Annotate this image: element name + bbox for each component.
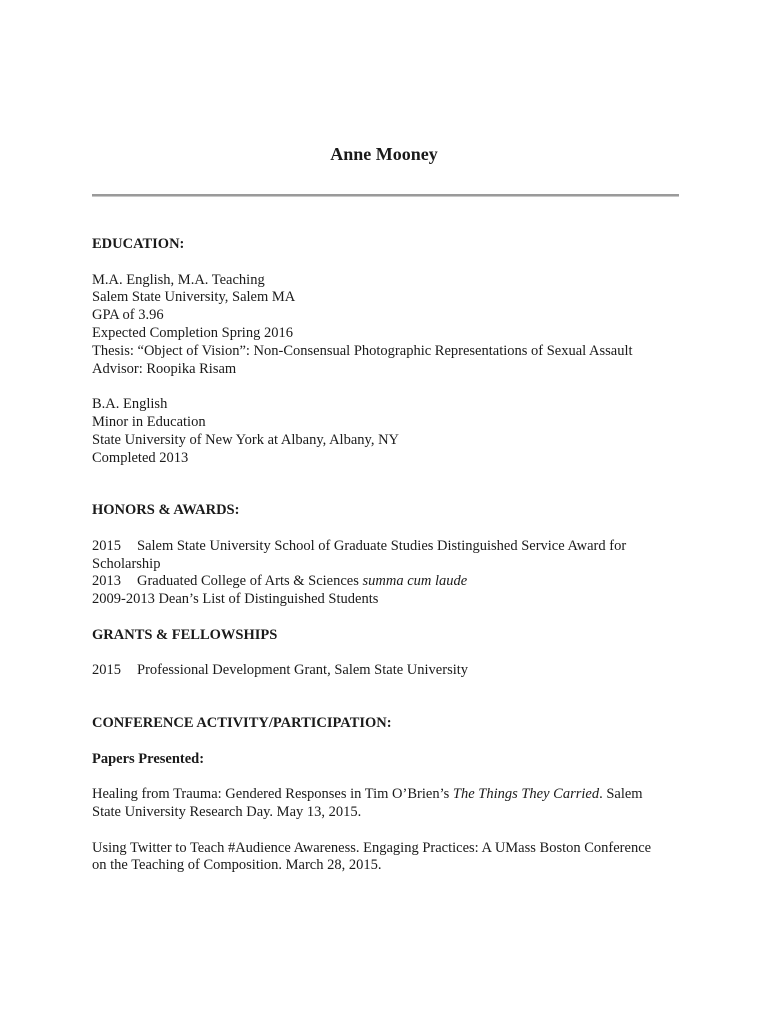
honor-text: Graduated College of Arts & Sciences — [137, 573, 363, 590]
grants-section — [92, 627, 682, 680]
honor-year: 2013 — [92, 573, 121, 590]
honor-italic: summa cum laude — [362, 573, 468, 590]
ba-minor: Minor in Education — [92, 413, 206, 430]
ma-degree: M.A. English, M.A. Teaching — [92, 271, 265, 288]
ma-gpa: GPA of 3.96 — [92, 307, 164, 324]
honors-section — [92, 502, 682, 609]
paper-title-pre: Healing from Trauma: Gendered Responses in Tim O’Brien’s — [92, 786, 453, 803]
education-section — [92, 236, 682, 467]
grant-year: 2015 — [92, 662, 121, 679]
honor-item — [92, 538, 682, 556]
paper-line: Using Twitter to Teach #Audience Awareness. Engaging Practices: A UMass Boston Conference — [92, 839, 652, 856]
paper-line — [92, 786, 682, 804]
conference-section — [92, 715, 682, 875]
education-ma — [92, 272, 682, 379]
ma-advisor: Advisor: Roopika Risam — [92, 360, 237, 377]
conference-heading: CONFERENCE ACTIVITY/PARTICIPATION: — [92, 714, 392, 731]
honor-text: Salem State University School of Graduate Studies Distinguished Service Award for — [137, 537, 627, 554]
resume-name: Anne Mooney — [330, 144, 438, 164]
ma-completion: Expected Completion Spring 2016 — [92, 324, 293, 341]
grant-item — [92, 662, 682, 680]
education-ba — [92, 396, 682, 467]
education-heading: EDUCATION: — [92, 236, 185, 252]
paper-title-post: . Salem — [599, 786, 643, 803]
papers-subheading: Papers Presented: — [92, 750, 205, 767]
paper-italic: The Things They Carried — [452, 786, 600, 803]
paper-line: on the Teaching of Composition. March 28, 2015. — [92, 857, 382, 874]
ma-thesis: Thesis: “Object of Vision”: Non-Consensual Photographic Representations of Sexual Assault — [92, 342, 633, 359]
ba-completion: Completed 2013 — [92, 449, 189, 466]
grants-heading: GRANTS & FELLOWSHIPS — [92, 626, 278, 643]
honors-heading: HONORS & AWARDS: — [92, 502, 240, 519]
resume-content — [92, 236, 682, 875]
honor-item — [92, 573, 682, 591]
paper-line: State University Research Day. May 13, 2015. — [92, 803, 362, 820]
paper-entry — [92, 786, 682, 822]
paper-entry — [92, 840, 682, 876]
honor-item-continuation: Scholarship — [92, 555, 161, 572]
grant-text: Professional Development Grant, Salem State University — [137, 662, 469, 679]
honor-year: 2015 — [92, 537, 121, 554]
ma-school: Salem State University, Salem MA — [92, 289, 296, 306]
ba-degree: B.A. English — [92, 396, 168, 413]
ba-school: State University of New York at Albany, Albany, NY — [92, 431, 400, 448]
header-divider — [92, 194, 679, 197]
honor-item: 2009-2013 Dean’s List of Distinguished Students — [92, 591, 379, 608]
